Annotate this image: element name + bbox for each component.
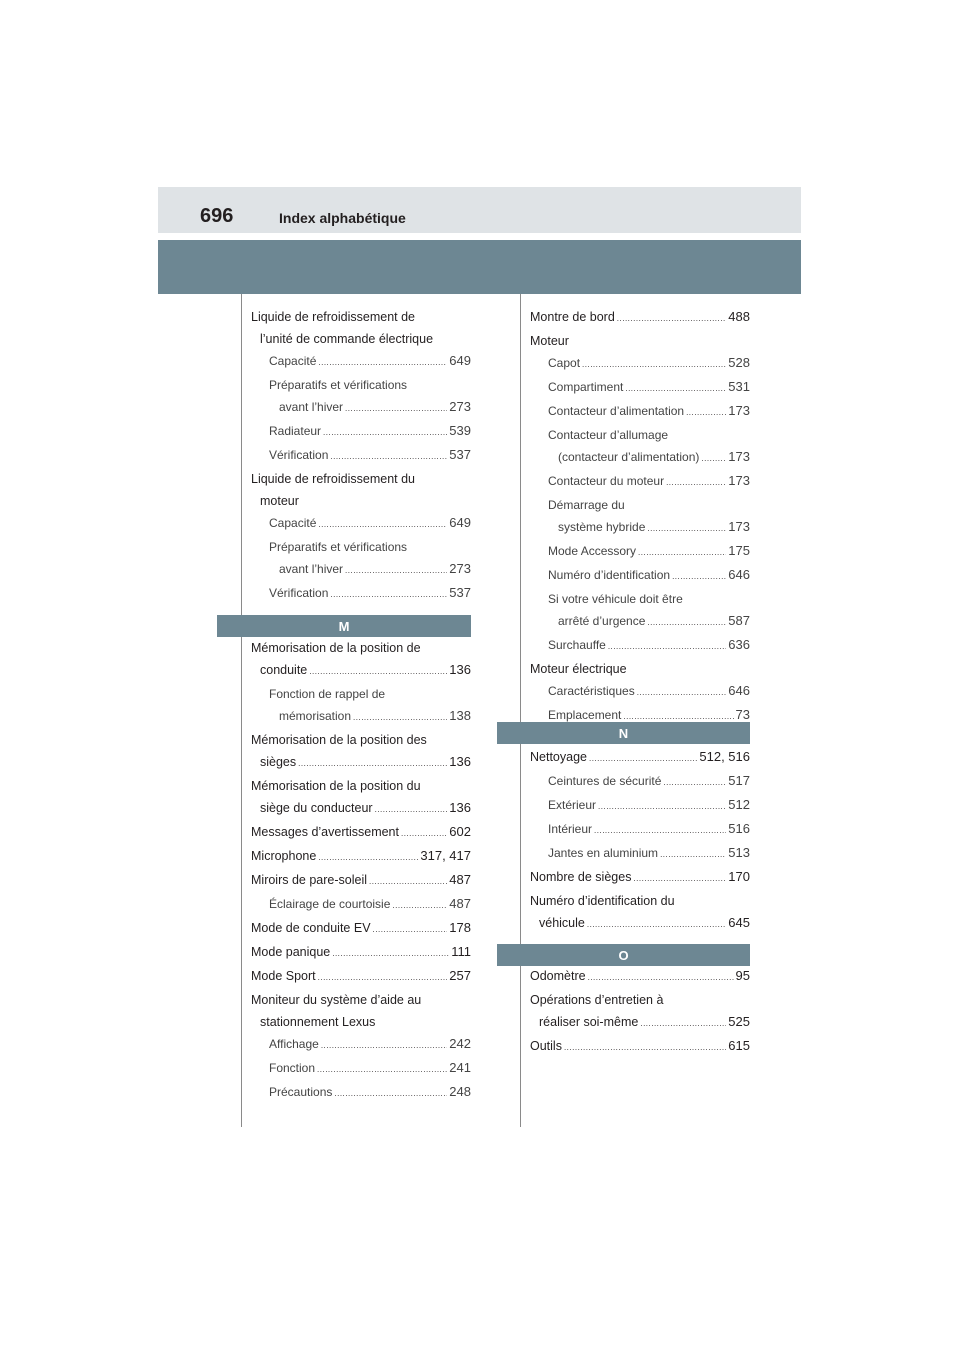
index-entry xyxy=(251,705,471,729)
section-header-o: O xyxy=(497,944,750,966)
index-list-l-top xyxy=(251,306,471,606)
index-entry xyxy=(530,516,750,540)
leader-dots xyxy=(318,965,448,989)
entry-label: Intérieur xyxy=(548,822,593,836)
leader-dots xyxy=(640,1011,726,1035)
leader-dots xyxy=(369,869,447,893)
leader-dots xyxy=(318,512,447,536)
leader-dots xyxy=(625,376,726,400)
index-entry xyxy=(530,770,750,794)
entry-label: avant l’hiver xyxy=(279,562,344,576)
entry-page-number: 273 xyxy=(449,561,471,576)
index-list-r-m xyxy=(530,306,750,728)
entry-page-number: 170 xyxy=(728,869,750,884)
index-entry xyxy=(251,845,471,869)
column-rule-right xyxy=(520,294,521,1127)
index-entry xyxy=(251,751,471,775)
right-column-m xyxy=(530,306,750,728)
leader-dots xyxy=(633,866,726,890)
index-list-l-m xyxy=(251,637,471,1105)
leader-dots xyxy=(587,912,726,936)
leader-dots xyxy=(589,746,697,770)
index-entry xyxy=(530,564,750,588)
index-heading: Mémorisation de la position des xyxy=(251,733,427,747)
index-heading: Démarrage du xyxy=(548,498,625,512)
entry-label: Vérification xyxy=(269,586,329,600)
entry-page-number: 528 xyxy=(728,355,750,370)
leader-dots xyxy=(608,634,726,658)
entry-label: Numéro d’identification xyxy=(548,568,671,582)
entry-page-number: 257 xyxy=(449,968,471,983)
section-header-n: N xyxy=(497,722,750,744)
entry-page-number: 649 xyxy=(449,515,471,530)
index-entry xyxy=(530,965,750,989)
entry-label: Mode Sport xyxy=(251,969,316,983)
index-heading: Préparatifs et vérifications xyxy=(269,378,408,392)
index-entry xyxy=(530,540,750,564)
entry-label: Emplacement xyxy=(548,708,622,722)
index-entry xyxy=(530,680,750,704)
leader-dots xyxy=(401,821,447,845)
leader-dots xyxy=(647,516,726,540)
entry-page-number: 646 xyxy=(728,567,750,582)
entry-page-number: 513 xyxy=(728,845,750,860)
index-heading: Opérations d’entretien à xyxy=(530,993,664,1007)
entry-page-number: 248 xyxy=(449,1084,471,1099)
entry-label: Vérification xyxy=(269,448,329,462)
entry-page-number: 317, 417 xyxy=(420,848,471,863)
entry-page-number: 645 xyxy=(728,915,750,930)
entry-page-number: 136 xyxy=(449,800,471,815)
entry-label: Microphone xyxy=(251,849,317,863)
entry-page-number: 537 xyxy=(449,447,471,462)
entry-page-number: 175 xyxy=(728,543,750,558)
entry-label: (contacteur d’alimentation) xyxy=(558,450,700,464)
entry-label: Fonction xyxy=(269,1061,316,1075)
index-entry xyxy=(251,420,471,444)
leader-dots xyxy=(345,396,447,420)
page-title: Index alphabétique xyxy=(279,210,406,226)
entry-label: Radiateur xyxy=(269,424,322,438)
index-entry xyxy=(530,842,750,866)
entry-label: arrêté d’urgence xyxy=(558,614,646,628)
leader-dots xyxy=(666,470,726,494)
entry-label: Affichage xyxy=(269,1037,319,1051)
left-column-m xyxy=(251,637,471,1105)
leader-dots xyxy=(598,794,726,818)
entry-page-number: 73 xyxy=(735,707,750,722)
index-entry xyxy=(251,965,471,989)
right-column-n xyxy=(530,746,750,936)
leader-dots xyxy=(594,818,726,842)
entry-page-number: 487 xyxy=(449,872,471,887)
leader-dots xyxy=(617,306,727,330)
entry-label: système hybride xyxy=(558,520,646,534)
entry-page-number: 539 xyxy=(449,423,471,438)
index-entry xyxy=(530,746,750,770)
leader-dots xyxy=(345,558,447,582)
entry-page-number: 111 xyxy=(451,944,471,959)
entry-label: Outils xyxy=(530,1039,562,1053)
leader-dots xyxy=(318,845,418,869)
index-entry xyxy=(530,912,750,936)
entry-page-number: 173 xyxy=(728,473,750,488)
index-entry xyxy=(530,352,750,376)
entry-page-number: 517 xyxy=(728,773,750,788)
leader-dots xyxy=(647,610,726,634)
entry-label: sièges xyxy=(260,755,297,769)
leader-dots xyxy=(638,540,726,564)
index-entry xyxy=(530,794,750,818)
entry-label: véhicule xyxy=(539,916,585,930)
entry-page-number: 173 xyxy=(728,519,750,534)
leader-dots xyxy=(321,1033,447,1057)
entry-page-number: 525 xyxy=(728,1014,750,1029)
index-list-r-o xyxy=(530,965,750,1059)
entry-page-number: 273 xyxy=(449,399,471,414)
leader-dots xyxy=(373,917,448,941)
index-entry xyxy=(530,306,750,330)
entry-page-number: 173 xyxy=(728,403,750,418)
leader-dots xyxy=(330,444,447,468)
entry-page-number: 173 xyxy=(728,449,750,464)
entry-page-number: 241 xyxy=(449,1060,471,1075)
entry-label: réaliser soi-même xyxy=(539,1015,639,1029)
entry-label: Éclairage de courtoisie xyxy=(269,897,391,911)
index-heading: moteur xyxy=(260,494,299,508)
entry-page-number: 512, 516 xyxy=(699,749,750,764)
leader-dots xyxy=(672,564,726,588)
index-entry xyxy=(251,659,471,683)
index-entry xyxy=(530,634,750,658)
entry-label: Mode Accessory xyxy=(548,544,637,558)
index-entry xyxy=(530,400,750,424)
entry-page-number: 488 xyxy=(728,309,750,324)
index-heading: Contacteur d’allumage xyxy=(548,428,669,442)
entry-label: conduite xyxy=(260,663,308,677)
entry-label: Nombre de sièges xyxy=(530,870,632,884)
index-entry xyxy=(251,917,471,941)
entry-page-number: 537 xyxy=(449,585,471,600)
index-heading: Liquide de refroidissement de xyxy=(251,310,415,324)
leader-dots xyxy=(375,797,448,821)
column-rule-left xyxy=(241,294,242,1127)
index-heading: l’unité de commande électrique xyxy=(260,332,434,346)
entry-label: Surchauffe xyxy=(548,638,606,652)
entry-page-number: 531 xyxy=(728,379,750,394)
index-entry xyxy=(251,1057,471,1081)
leader-dots xyxy=(309,659,447,683)
leader-dots xyxy=(564,1035,726,1059)
leader-dots xyxy=(298,751,447,775)
entry-label: Miroirs de pare-soleil xyxy=(251,873,368,887)
index-entry xyxy=(251,396,471,420)
left-column-top xyxy=(251,306,471,606)
index-entry xyxy=(530,610,750,634)
section-header-m: M xyxy=(217,615,471,637)
entry-label: Capot xyxy=(548,356,581,370)
entry-page-number: 636 xyxy=(728,637,750,652)
index-heading: Mémorisation de la position de xyxy=(251,641,421,655)
entry-page-number: 615 xyxy=(728,1038,750,1053)
leader-dots xyxy=(660,842,726,866)
index-heading: Mémorisation de la position du xyxy=(251,779,421,793)
index-entry xyxy=(251,869,471,893)
leader-dots xyxy=(353,705,447,729)
entry-label: Précautions xyxy=(269,1085,333,1099)
index-heading: Numéro d’identification du xyxy=(530,894,675,908)
index-entry xyxy=(251,1033,471,1057)
entry-page-number: 512 xyxy=(728,797,750,812)
leader-dots xyxy=(334,1081,447,1105)
index-heading: Moteur xyxy=(530,334,569,348)
index-entry xyxy=(530,446,750,470)
index-heading: Moniteur du système d’aide au xyxy=(251,993,422,1007)
leader-dots xyxy=(317,1057,447,1081)
index-entry xyxy=(251,941,471,965)
entry-page-number: 587 xyxy=(728,613,750,628)
index-entry xyxy=(251,821,471,845)
entry-label: Mode de conduite EV xyxy=(251,921,371,935)
leader-dots xyxy=(686,400,726,424)
leader-dots xyxy=(701,446,726,470)
entry-page-number: 487 xyxy=(449,896,471,911)
entry-label: siège du conducteur xyxy=(260,801,373,815)
entry-page-number: 602 xyxy=(449,824,471,839)
index-entry xyxy=(530,818,750,842)
entry-page-number: 178 xyxy=(449,920,471,935)
entry-label: Montre de bord xyxy=(530,310,615,324)
entry-label: Contacteur du moteur xyxy=(548,474,665,488)
leader-dots xyxy=(323,420,447,444)
index-entry xyxy=(530,866,750,890)
leader-dots xyxy=(663,770,726,794)
page-number: 696 xyxy=(200,205,234,227)
index-entry xyxy=(530,1011,750,1035)
entry-label: Compartiment xyxy=(548,380,624,394)
index-heading: stationnement Lexus xyxy=(260,1015,376,1029)
entry-label: Nettoyage xyxy=(530,750,587,764)
leader-dots xyxy=(582,352,726,376)
page-header-bar xyxy=(158,187,801,233)
index-entry xyxy=(251,558,471,582)
header-band xyxy=(158,240,801,294)
index-entry xyxy=(251,1081,471,1105)
leader-dots xyxy=(392,893,447,917)
index-heading: Préparatifs et vérifications xyxy=(269,540,408,554)
entry-label: avant l’hiver xyxy=(279,400,344,414)
entry-label: mémorisation xyxy=(279,709,352,723)
entry-label: Contacteur d’alimentation xyxy=(548,404,685,418)
index-list-r-n xyxy=(530,746,750,936)
entry-label: Odomètre xyxy=(530,969,586,983)
entry-page-number: 138 xyxy=(449,708,471,723)
index-entry xyxy=(251,444,471,468)
entry-label: Capacité xyxy=(269,516,317,530)
leader-dots xyxy=(637,680,727,704)
entry-label: Capacité xyxy=(269,354,317,368)
entry-page-number: 516 xyxy=(728,821,750,836)
leader-dots xyxy=(330,582,447,606)
index-heading: Fonction de rappel de xyxy=(269,687,386,701)
entry-label: Mode panique xyxy=(251,945,331,959)
entry-label: Messages d’avertissement xyxy=(251,825,399,839)
index-heading: Moteur électrique xyxy=(530,662,627,676)
index-entry xyxy=(251,512,471,536)
index-entry xyxy=(530,1035,750,1059)
right-column-o xyxy=(530,965,750,1059)
entry-page-number: 646 xyxy=(728,683,750,698)
index-heading: Si votre véhicule doit être xyxy=(548,592,683,606)
entry-page-number: 95 xyxy=(735,968,750,983)
leader-dots xyxy=(588,965,734,989)
index-heading: Liquide de refroidissement du xyxy=(251,472,415,486)
entry-label: Extérieur xyxy=(548,798,597,812)
leader-dots xyxy=(318,350,447,374)
entry-page-number: 649 xyxy=(449,353,471,368)
entry-label: Jantes en aluminium xyxy=(548,846,659,860)
index-entry xyxy=(251,797,471,821)
entry-page-number: 136 xyxy=(449,754,471,769)
entry-page-number: 136 xyxy=(449,662,471,677)
index-entry xyxy=(251,582,471,606)
index-entry xyxy=(530,470,750,494)
entry-label: Caractéristiques xyxy=(548,684,635,698)
leader-dots xyxy=(332,941,449,965)
entry-page-number: 242 xyxy=(449,1036,471,1051)
index-entry xyxy=(251,893,471,917)
entry-label: Ceintures de sécurité xyxy=(548,774,662,788)
index-entry xyxy=(530,376,750,400)
index-entry xyxy=(251,350,471,374)
